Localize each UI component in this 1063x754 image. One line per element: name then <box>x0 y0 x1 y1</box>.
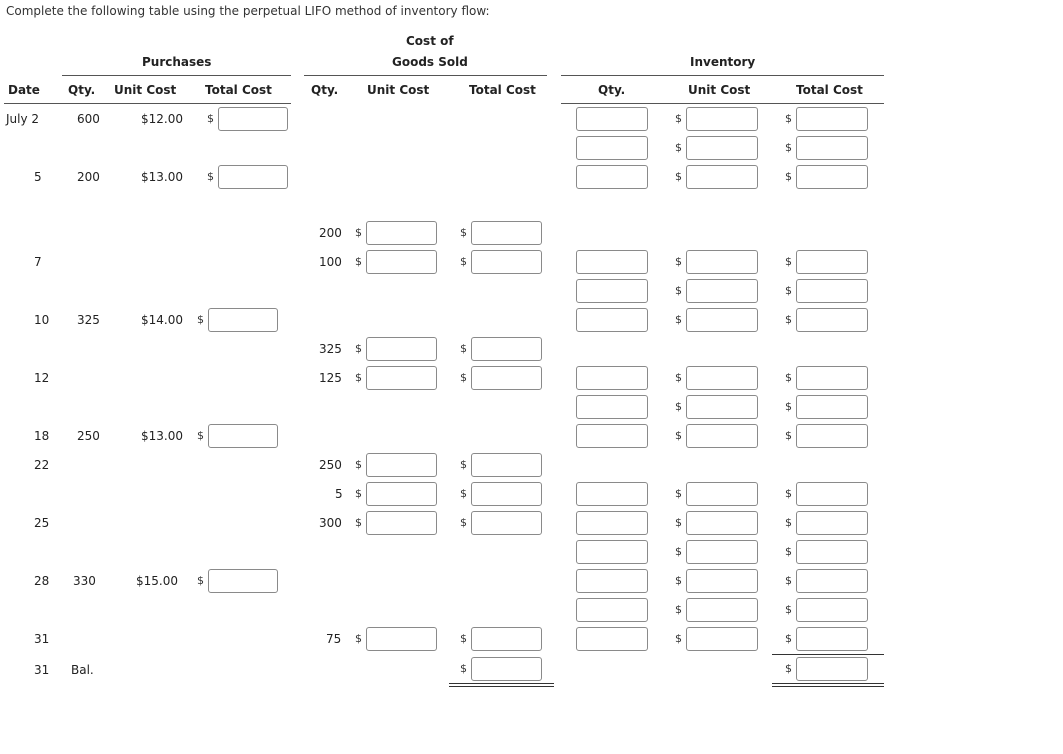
col-purchase-unit-cost: Unit Cost <box>114 83 177 97</box>
purchase-unit-cost-cell: $13.00 <box>141 170 183 184</box>
inventory-unit-cost-input[interactable] <box>686 308 758 332</box>
dollar-sign: $ <box>785 400 792 413</box>
inventory-qty-input[interactable] <box>576 136 648 160</box>
inventory-qty-input[interactable] <box>576 165 648 189</box>
purchase-total-cost-input[interactable] <box>218 165 288 189</box>
dollar-sign: $ <box>355 458 362 471</box>
dollar-sign: $ <box>355 487 362 500</box>
col-inventory-total-cost: Total Cost <box>796 83 863 97</box>
col-cogs-qty: Qty. <box>311 83 339 97</box>
inventory-unit-cost-input[interactable] <box>686 165 758 189</box>
inventory-unit-cost-input[interactable] <box>686 250 758 274</box>
date-cell: 18 <box>34 429 50 443</box>
dollar-sign: $ <box>675 371 682 384</box>
purchase-qty-cell: 330 <box>73 574 96 588</box>
inventory-total-cost-input[interactable] <box>796 250 868 274</box>
dollar-sign: $ <box>197 313 204 326</box>
dollar-sign: $ <box>355 516 362 529</box>
cogs-unit-cost-input[interactable] <box>366 482 437 506</box>
dollar-sign: $ <box>675 429 682 442</box>
dollar-sign: $ <box>675 141 682 154</box>
inventory-qty-input[interactable] <box>576 569 648 593</box>
inventory-total-cost-input[interactable] <box>796 540 868 564</box>
inventory-total-cost-input[interactable] <box>796 569 868 593</box>
cogs-header-line2: Goods Sold <box>392 55 468 69</box>
dollar-sign: $ <box>675 574 682 587</box>
inventory-qty-input[interactable] <box>576 250 648 274</box>
purchase-total-cost-input[interactable] <box>208 308 278 332</box>
cogs-total-cost-input[interactable] <box>471 511 542 535</box>
cogs-qty-cell: 5 <box>335 487 343 501</box>
purchase-qty-cell: 200 <box>77 170 100 184</box>
dollar-sign: $ <box>675 313 682 326</box>
col-purchase-qty: Qty. <box>68 83 96 97</box>
cogs-unit-cost-input[interactable] <box>366 453 437 477</box>
dollar-sign: $ <box>785 574 792 587</box>
inventory-qty-input[interactable] <box>576 598 648 622</box>
cogs-unit-cost-input[interactable] <box>366 221 437 245</box>
dollar-sign: $ <box>785 284 792 297</box>
inventory-qty-input[interactable] <box>576 395 648 419</box>
inventory-total-cost-input[interactable] <box>796 366 868 390</box>
inventory-qty-input[interactable] <box>576 366 648 390</box>
dollar-sign: $ <box>675 545 682 558</box>
inventory-total-cost-input[interactable] <box>796 279 868 303</box>
inventory-qty-input[interactable] <box>576 482 648 506</box>
inventory-unit-cost-input[interactable] <box>686 598 758 622</box>
dollar-sign: $ <box>675 284 682 297</box>
purchases-header: Purchases <box>142 55 212 69</box>
cogs-qty-cell: 250 <box>319 458 342 472</box>
cogs-total-cost-input[interactable] <box>471 482 542 506</box>
dollar-sign: $ <box>355 226 362 239</box>
date-cell: 12 <box>34 371 50 385</box>
cogs-total-cost-input[interactable] <box>471 337 542 361</box>
cogs-qty-cell: 100 <box>319 255 342 269</box>
date-cell: 5 <box>34 170 42 184</box>
dollar-sign: $ <box>675 632 682 645</box>
dollar-sign: $ <box>785 603 792 616</box>
date-cell: July 2 <box>6 112 40 126</box>
date-cell: 31 <box>34 663 50 677</box>
inventory-qty-input[interactable] <box>576 107 648 131</box>
dollar-sign: $ <box>460 342 467 355</box>
purchase-unit-cost-cell: $13.00 <box>141 429 183 443</box>
cogs-qty-cell: 300 <box>319 516 342 530</box>
cogs-header-rule <box>304 75 547 76</box>
dollar-sign: $ <box>197 429 204 442</box>
inventory-unit-cost-input[interactable] <box>686 424 758 448</box>
dollar-sign: $ <box>460 662 467 675</box>
date-cell: 22 <box>34 458 50 472</box>
dollar-sign: $ <box>785 662 792 675</box>
inventory-total-cost-input[interactable] <box>796 107 868 131</box>
inventory-qty-input[interactable] <box>576 308 648 332</box>
inventory-balance-total-input[interactable] <box>796 657 868 681</box>
inventory-qty-input[interactable] <box>576 279 648 303</box>
dollar-sign: $ <box>785 429 792 442</box>
cogs-total-cost-input[interactable] <box>471 453 542 477</box>
dollar-sign: $ <box>785 545 792 558</box>
dollar-sign: $ <box>460 516 467 529</box>
dollar-sign: $ <box>785 516 792 529</box>
purchase-qty-cell: 250 <box>77 429 100 443</box>
inventory-unit-cost-input[interactable] <box>686 366 758 390</box>
inventory-total-cost-input[interactable] <box>796 308 868 332</box>
purchases-columns-rule <box>4 103 291 104</box>
col-cogs-unit-cost: Unit Cost <box>367 83 430 97</box>
inventory-qty-input[interactable] <box>576 424 648 448</box>
cogs-header-line1: Cost of <box>406 34 454 48</box>
dollar-sign: $ <box>675 487 682 500</box>
cogs-total-cost-input[interactable] <box>471 221 542 245</box>
purchase-unit-cost-cell: $12.00 <box>141 112 183 126</box>
inventory-unit-cost-input[interactable] <box>686 107 758 131</box>
cogs-unit-cost-input[interactable] <box>366 250 437 274</box>
inventory-qty-input[interactable] <box>576 511 648 535</box>
dollar-sign: $ <box>675 516 682 529</box>
purchase-qty-cell: 325 <box>77 313 100 327</box>
cogs-total-cost-input[interactable] <box>471 250 542 274</box>
dollar-sign: $ <box>785 313 792 326</box>
dollar-sign: $ <box>197 574 204 587</box>
inventory-total-cost-input[interactable] <box>796 482 868 506</box>
date-cell: 10 <box>34 313 50 327</box>
col-inventory-unit-cost: Unit Cost <box>688 83 751 97</box>
dollar-sign: $ <box>785 112 792 125</box>
inventory-unit-cost-input[interactable] <box>686 627 758 651</box>
dollar-sign: $ <box>355 342 362 355</box>
dollar-sign: $ <box>207 112 214 125</box>
dollar-sign: $ <box>460 226 467 239</box>
purchase-qty-cell: 600 <box>77 112 100 126</box>
inventory-unit-cost-input[interactable] <box>686 136 758 160</box>
purchase-unit-cost-cell: $14.00 <box>141 313 183 327</box>
dollar-sign: $ <box>460 487 467 500</box>
inventory-total-underline <box>772 654 884 655</box>
dollar-sign: $ <box>207 170 214 183</box>
inventory-total-cost-input[interactable] <box>796 627 868 651</box>
inventory-total-cost-input[interactable] <box>796 165 868 189</box>
dollar-sign: $ <box>460 458 467 471</box>
inventory-header-rule <box>561 75 884 76</box>
dollar-sign: $ <box>460 255 467 268</box>
dollar-sign: $ <box>675 255 682 268</box>
inventory-unit-cost-input[interactable] <box>686 540 758 564</box>
purchase-total-cost-input[interactable] <box>218 107 288 131</box>
purchases-header-rule <box>62 75 291 76</box>
cogs-unit-cost-input[interactable] <box>366 366 437 390</box>
dollar-sign: $ <box>355 255 362 268</box>
balance-label: Bal. <box>71 663 94 677</box>
inventory-columns-rule <box>561 103 884 104</box>
dollar-sign: $ <box>785 170 792 183</box>
cogs-qty-cell: 75 <box>326 632 342 646</box>
inventory-header: Inventory <box>690 55 756 69</box>
inventory-qty-input[interactable] <box>576 627 648 651</box>
date-cell: 25 <box>34 516 50 530</box>
dollar-sign: $ <box>675 170 682 183</box>
inventory-unit-cost-input[interactable] <box>686 482 758 506</box>
date-cell: 31 <box>34 632 50 646</box>
inventory-qty-input[interactable] <box>576 540 648 564</box>
purchase-total-cost-input[interactable] <box>208 569 278 593</box>
dollar-sign: $ <box>460 371 467 384</box>
cogs-qty-cell: 125 <box>319 371 342 385</box>
inventory-total-cost-input[interactable] <box>796 424 868 448</box>
cogs-qty-cell: 200 <box>319 226 342 240</box>
inventory-unit-cost-input[interactable] <box>686 279 758 303</box>
inventory-total-cost-input[interactable] <box>796 598 868 622</box>
inventory-total-cost-input[interactable] <box>796 511 868 535</box>
cogs-total-cost-input[interactable] <box>471 366 542 390</box>
inventory-unit-cost-input[interactable] <box>686 511 758 535</box>
col-cogs-total-cost: Total Cost <box>469 83 536 97</box>
dollar-sign: $ <box>675 603 682 616</box>
dollar-sign: $ <box>675 112 682 125</box>
cogs-unit-cost-input[interactable] <box>366 627 437 651</box>
date-cell: 7 <box>34 255 42 269</box>
instruction-text: Complete the following table using the perpetual LIFO method of inventory flow: <box>6 4 490 18</box>
dollar-sign: $ <box>785 141 792 154</box>
cogs-unit-cost-input[interactable] <box>366 337 437 361</box>
dollar-sign: $ <box>355 632 362 645</box>
date-cell: 28 <box>34 574 50 588</box>
dollar-sign: $ <box>460 632 467 645</box>
cogs-balance-total-input[interactable] <box>471 657 542 681</box>
inventory-unit-cost-input[interactable] <box>686 395 758 419</box>
col-purchase-total-cost: Total Cost <box>205 83 272 97</box>
purchase-total-cost-input[interactable] <box>208 424 278 448</box>
dollar-sign: $ <box>785 632 792 645</box>
cogs-total-double-underline <box>449 683 554 687</box>
inventory-total-cost-input[interactable] <box>796 136 868 160</box>
cogs-qty-cell: 325 <box>319 342 342 356</box>
dollar-sign: $ <box>675 400 682 413</box>
col-inventory-qty: Qty. <box>598 83 626 97</box>
dollar-sign: $ <box>785 255 792 268</box>
inventory-total-double-underline <box>772 683 884 687</box>
cogs-total-cost-input[interactable] <box>471 627 542 651</box>
inventory-unit-cost-input[interactable] <box>686 569 758 593</box>
purchase-unit-cost-cell: $15.00 <box>136 574 178 588</box>
cogs-unit-cost-input[interactable] <box>366 511 437 535</box>
dollar-sign: $ <box>785 371 792 384</box>
dollar-sign: $ <box>355 371 362 384</box>
dollar-sign: $ <box>785 487 792 500</box>
col-date: Date <box>8 83 40 97</box>
inventory-total-cost-input[interactable] <box>796 395 868 419</box>
